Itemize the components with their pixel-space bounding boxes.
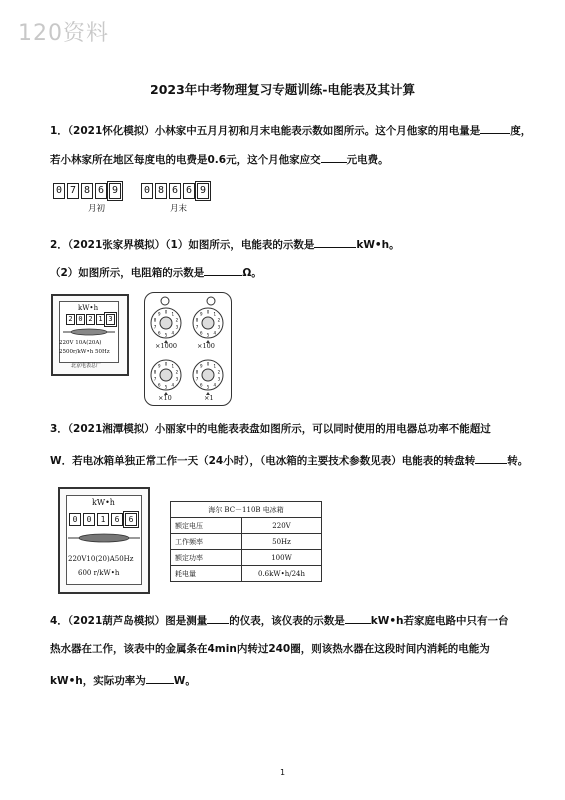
dial-tick: 6 — [199, 382, 203, 388]
q1-end-reading — [141, 183, 211, 199]
dial-knob — [202, 369, 214, 381]
page-number: 1 — [279, 768, 286, 777]
q1-line2: 若小林家所在地区每度电的电费是0.6元，这个月他家应交 元电费。 — [50, 151, 520, 168]
digit: 6 — [169, 183, 181, 199]
dial-tick: 9 — [157, 363, 161, 369]
table-cell: 额定电压 — [171, 518, 242, 534]
digit: 6 — [125, 513, 137, 526]
dial-tick: 3 — [175, 376, 179, 382]
digit: 8 — [81, 183, 93, 199]
q1-line1: 1．（2021怀化模拟）小林家中五月月初和月末电能表示数如图所示。这个月他家的用电量是 度， — [50, 122, 520, 139]
dial-tick: 0 — [164, 309, 168, 315]
dial-tick: 5 — [206, 332, 210, 338]
digit: 6 — [183, 183, 195, 199]
digit: 3 — [106, 314, 115, 325]
dial-tick: 6 — [157, 330, 161, 336]
digit: 8 — [155, 183, 167, 199]
q4-line3: kW•h，实际功率为 W。 — [50, 672, 520, 689]
dial-tick: 5 — [164, 332, 168, 338]
dial-knob — [160, 317, 172, 329]
dial-tick: 7 — [153, 376, 157, 382]
dial-tick: 9 — [157, 311, 161, 317]
dial-tick: 0 — [164, 361, 168, 367]
watermark: 120资料 — [18, 21, 109, 46]
dial-tick: 2 — [217, 317, 221, 323]
dial-tick: 0 — [206, 361, 210, 367]
q2-meter-reading — [66, 314, 116, 325]
dial-tick: 2 — [175, 369, 179, 375]
resistance-box — [144, 292, 232, 406]
table-cell: 工作频率 — [171, 534, 242, 550]
dial-tick: 9 — [199, 363, 203, 369]
table-cell: 额定功率 — [171, 550, 242, 566]
meter-maker: 北京电表总厂 — [71, 363, 102, 369]
digit: 2 — [86, 314, 95, 325]
dial-tick: 5 — [164, 384, 168, 390]
digit: 9 — [197, 183, 209, 199]
digit: 1 — [97, 513, 109, 526]
dial-tick: 4 — [213, 382, 217, 388]
dial-label-10: ×10 — [158, 394, 172, 402]
q3-energy-meter — [58, 487, 150, 594]
dial-tick: 2 — [217, 369, 221, 375]
digit: 6 — [111, 513, 123, 526]
q2-line1: 2．（2021张家界模拟）（1）如图所示，电能表的示数是 kW•h。 — [50, 236, 520, 253]
dial-label-1: ×1 — [204, 394, 214, 402]
meter-unit: kW•h — [78, 304, 99, 312]
dial-label-1000: ×1000 — [155, 342, 177, 350]
meter-spec-2: 2500r/kW•h 50Hz — [59, 349, 110, 355]
digit: 2 — [66, 314, 75, 325]
table-cell: 耗电量 — [171, 566, 242, 582]
dial-tick: 9 — [199, 311, 203, 317]
meter-unit: kW•h — [92, 498, 115, 507]
table-row — [171, 518, 322, 534]
q2-energy-meter — [51, 294, 129, 376]
q3-meter-reading — [69, 513, 139, 526]
dial-tick: 1 — [171, 363, 175, 369]
q3-line1: 3．（2021湘潭模拟）小丽家中的电能表表盘如图所示，可以同时使用的用电器总功率不能超过 — [50, 423, 491, 435]
digit: 0 — [76, 314, 85, 325]
table-cell: 100W — [242, 550, 322, 566]
digit: 9 — [109, 183, 121, 199]
q2-line2: （2）如图所示，电阻箱的示数是 Ω。 — [50, 264, 520, 281]
dial-tick: 3 — [217, 324, 221, 330]
table-cell: 220V — [242, 518, 322, 534]
dial-tick: 5 — [206, 384, 210, 390]
q1-start-reading — [53, 183, 123, 199]
q4-line2: 热水器在工作，该表中的金属条在4min内转过240圈，则该热水器在这段时间内消耗的电能为 — [50, 643, 490, 655]
digit: 1 — [96, 314, 105, 325]
digit: 0 — [141, 183, 153, 199]
dial-tick: 1 — [171, 311, 175, 317]
fridge-spec-table — [170, 501, 322, 582]
table-row — [171, 566, 322, 582]
dial-tick: 0 — [206, 309, 210, 315]
dial-knob — [202, 317, 214, 329]
dial-tick: 4 — [213, 330, 217, 336]
table-cell: 50Hz — [242, 534, 322, 550]
dial-knob — [160, 369, 172, 381]
table-row — [171, 502, 322, 518]
dial-tick: 3 — [175, 324, 179, 330]
meter-spec-1: 220V 10A(20A) — [59, 340, 102, 346]
dial-tick: 4 — [171, 382, 175, 388]
meter-spec-1: 220V10(20)A50Hz — [68, 555, 134, 563]
page-title: 2023年中考物理复习专题训练-电能表及其计算 — [150, 82, 415, 97]
dial-tick: 8 — [195, 369, 199, 375]
dial-tick: 2 — [175, 317, 179, 323]
dial-tick: 1 — [213, 311, 217, 317]
dial-tick: 6 — [157, 382, 161, 388]
dial-tick: 8 — [153, 369, 157, 375]
dial-label-100: ×100 — [197, 342, 215, 350]
digit: 7 — [67, 183, 79, 199]
q4-line1: 4．（2021葫芦岛模拟）图是测量 的仪表，该仪表的示数是 kW•h若家庭电路中只有一台 — [50, 612, 520, 629]
dial-tick: 7 — [153, 324, 157, 330]
table-title: 海尔 BC－110B 电冰箱 — [171, 502, 322, 518]
digit: 0 — [69, 513, 81, 526]
q1-end-label: 月末 — [170, 204, 188, 214]
dial-tick: 7 — [195, 376, 199, 382]
q1-start-label: 月初 — [88, 204, 106, 214]
digit: 0 — [83, 513, 95, 526]
dial-tick: 8 — [195, 317, 199, 323]
table-row — [171, 534, 322, 550]
digit: 6 — [95, 183, 107, 199]
rotating-disc-icon — [68, 531, 140, 545]
dial-tick: 6 — [199, 330, 203, 336]
dial-tick: 3 — [217, 376, 221, 382]
digit: 0 — [53, 183, 65, 199]
table-cell: 0.6kW•h/24h — [242, 566, 322, 582]
q3-line2: W．若电冰箱单独正常工作一天（24小时），（电冰箱的主要技术参数见表）电能表的转盘转 转。 — [50, 452, 520, 469]
dial-tick: 1 — [213, 363, 217, 369]
dial-tick: 4 — [171, 330, 175, 336]
meter-spec-2: 600 r/kW•h — [78, 569, 120, 577]
dial-tick: 7 — [195, 324, 199, 330]
dial-tick: 8 — [153, 317, 157, 323]
table-row — [171, 550, 322, 566]
rotating-disc-icon — [63, 327, 115, 337]
